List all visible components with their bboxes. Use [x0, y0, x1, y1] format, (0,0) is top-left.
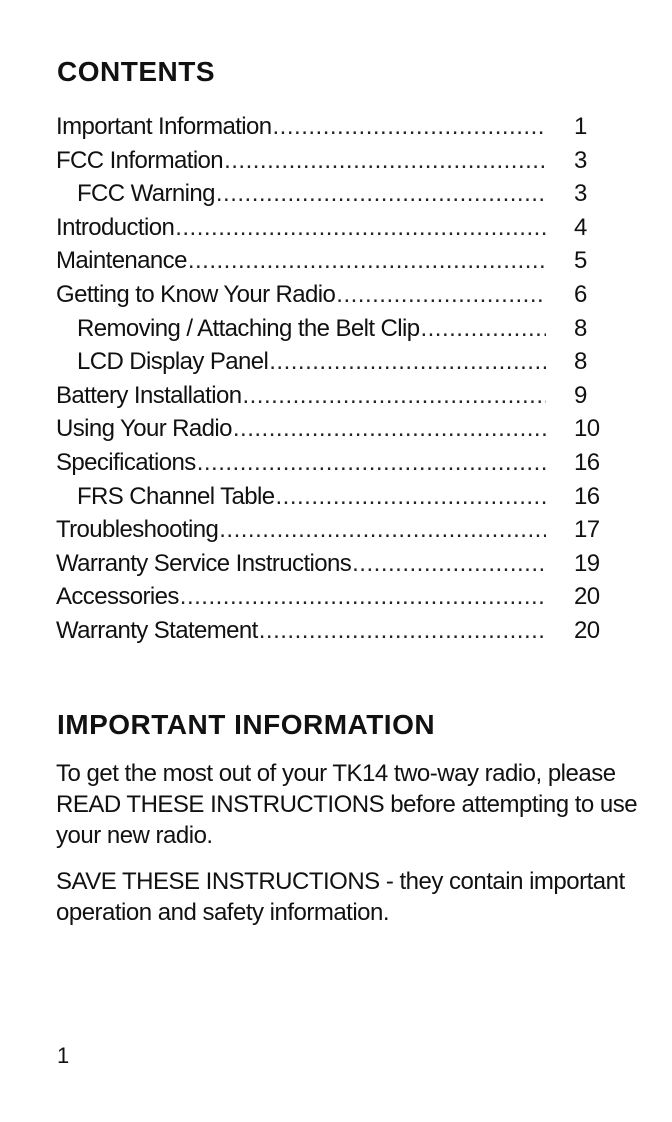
toc-entry-title: FCC Warning	[56, 177, 216, 211]
toc-entry-page-number: 4	[574, 213, 587, 241]
toc-entry-page-number: 9	[574, 381, 587, 409]
toc-entry	[56, 513, 616, 547]
toc-entry-page-number: 6	[574, 280, 587, 308]
toc-entry-title: Accessories	[56, 580, 180, 614]
toc-entry	[56, 244, 616, 278]
toc-entry-page-number: 16	[574, 482, 600, 510]
toc-leader	[56, 547, 546, 581]
toc-dot-leader	[188, 244, 546, 278]
toc-dot-leader	[197, 446, 546, 480]
toc-entry-title: Important Information	[56, 110, 273, 144]
toc-entry-title: Removing / Attaching the Belt Clip	[56, 312, 420, 346]
toc-dot-leader	[352, 547, 546, 581]
toc-entry	[56, 110, 616, 144]
page-number: 1	[57, 1043, 70, 1068]
toc-entry-page-number: 8	[574, 348, 587, 376]
toc-entry-title: Warranty Service Instructions	[56, 547, 352, 581]
toc-leader	[56, 211, 546, 245]
toc-entry-page-number: 20	[574, 583, 600, 611]
toc-entry	[56, 614, 616, 648]
toc-dot-leader	[259, 614, 546, 648]
toc-entry	[56, 480, 616, 514]
toc-entry-title: FRS Channel Table	[56, 480, 275, 514]
toc-entry	[56, 144, 616, 178]
toc-entry	[56, 177, 616, 211]
toc-entry-page-number: 8	[574, 314, 587, 342]
toc-leader	[56, 513, 546, 547]
toc-dot-leader	[216, 177, 546, 211]
toc-entry-title: Introduction	[56, 211, 175, 245]
toc-entry-page-number: 19	[574, 549, 600, 577]
important-information-heading: IMPORTANT INFORMATION	[57, 709, 436, 740]
toc-leader	[56, 110, 546, 144]
toc-entry	[56, 547, 616, 581]
toc-leader	[56, 412, 546, 446]
toc-leader	[56, 614, 546, 648]
toc-dot-leader	[175, 211, 546, 245]
toc-dot-leader	[269, 345, 546, 379]
toc-entry-page-number: 3	[574, 180, 587, 208]
toc-leader	[56, 480, 546, 514]
toc-entry-title: LCD Display Panel	[56, 345, 269, 379]
toc-entry-page-number: 10	[574, 415, 600, 443]
toc-entry	[56, 312, 616, 346]
toc-entry	[56, 345, 616, 379]
toc-leader	[56, 144, 546, 178]
toc-entry-page-number: 17	[574, 516, 600, 544]
toc-entry-page-number: 1	[574, 113, 587, 140]
toc-entry-title: Getting to Know Your Radio	[56, 278, 336, 312]
toc-dot-leader	[180, 580, 546, 614]
toc-entry-page-number: 5	[574, 247, 587, 275]
toc-entry-page-number: 20	[574, 616, 600, 644]
toc-dot-leader	[275, 480, 546, 514]
toc-entry	[56, 278, 616, 312]
toc-entry-page-number: 16	[574, 448, 600, 476]
toc-entry-title: Troubleshooting	[56, 513, 219, 547]
toc-entry-page-number: 3	[574, 146, 587, 174]
contents-heading: CONTENTS	[57, 56, 215, 87]
toc-entry-title: Maintenance	[56, 244, 188, 278]
intro-paragraph: To get the most out of your TK14 two-way radio, please READ THESE INSTRUCTIONS before attempting to use your new radio.	[56, 760, 638, 849]
toc-entry-title: Specifications	[56, 446, 197, 480]
toc-dot-leader	[242, 379, 546, 413]
toc-dot-leader	[273, 110, 546, 144]
toc-dot-leader	[336, 278, 546, 312]
toc-leader	[56, 345, 546, 379]
toc-leader	[56, 244, 546, 278]
toc-leader	[56, 278, 546, 312]
toc-entry-title: FCC Information	[56, 144, 224, 178]
toc-leader	[56, 580, 546, 614]
toc-dot-leader	[219, 513, 546, 547]
toc-leader	[56, 379, 546, 413]
toc-entry-title: Warranty Statement	[56, 614, 259, 648]
toc-dot-leader	[420, 312, 546, 346]
toc-entry	[56, 412, 616, 446]
toc-dot-leader	[224, 144, 546, 178]
toc-leader	[56, 446, 546, 480]
toc-entry-title: Using Your Radio	[56, 412, 233, 446]
toc-dot-leader	[233, 412, 546, 446]
toc-entry-title: Battery Installation	[56, 379, 242, 413]
toc-entry	[56, 211, 616, 245]
table-of-contents	[56, 110, 616, 648]
toc-entry	[56, 379, 616, 413]
save-instructions-paragraph: SAVE THESE INSTRUCTIONS - they contain important operation and safety information.	[56, 868, 625, 926]
toc-leader	[56, 177, 546, 211]
toc-entry	[56, 580, 616, 614]
toc-entry	[56, 446, 616, 480]
toc-leader	[56, 312, 546, 346]
